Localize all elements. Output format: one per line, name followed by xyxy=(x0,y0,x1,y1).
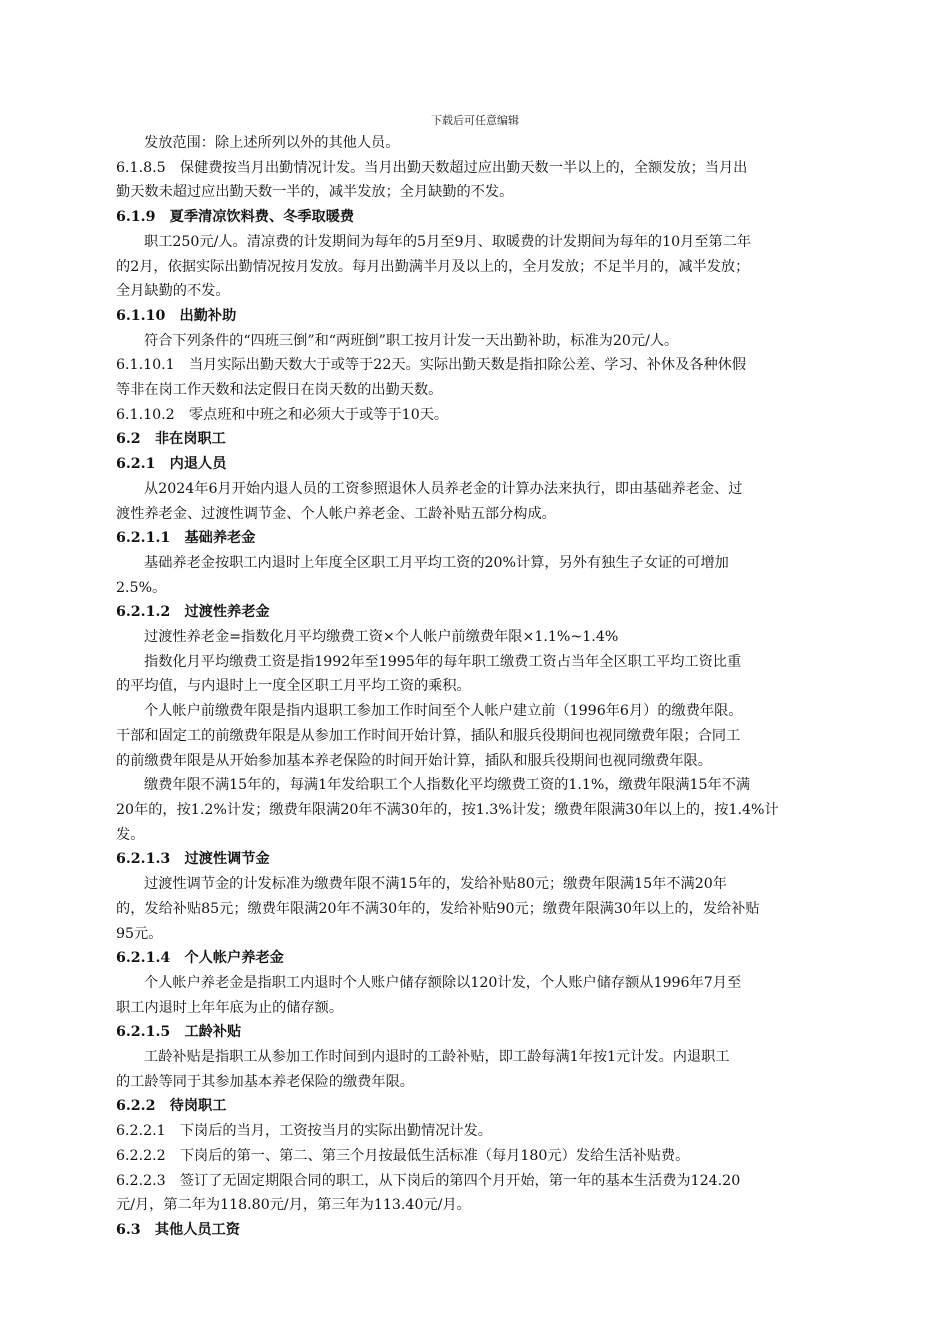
paragraph-line: 6.2.2.1 下岗后的当月，工资按当月的实际出勤情况计发。 xyxy=(116,1123,492,1140)
paragraph-line: 从2024年6月开始内退人员的工资参照退休人员养老金的计算办法来执行，即由基础养老金、过 xyxy=(144,480,743,497)
section-heading: 6.2.2 待岗职工 xyxy=(116,1098,227,1115)
paragraph-line: 工龄补贴是指职工从参加工作时间到内退时的工龄补贴，即工龄每满1年按1元计发。内退职工 xyxy=(144,1049,730,1066)
paragraph-line: 发放范围：除上述所列以外的其他人员。 xyxy=(144,135,400,151)
paragraph-line: 的，发给补贴85元；缴费年限满20年不满30年的，发给补贴90元；缴费年限满30年以上的，发给补贴 xyxy=(116,900,760,917)
paragraph-line: 6.1.10.1 当月实际出勤天数大于或等于22天。实际出勤天数是指扣除公差、学习、补休及各种休假 xyxy=(116,357,747,374)
paragraph-line: 个人帐户养老金是指职工内退时个人账户储存额除以120计发，个人账户储存额从1996年7月至 xyxy=(144,974,742,991)
paragraph-line: 6.2.2.3 签订了无固定期限合同的职工，从下岗后的第四个月开始，第一年的基本生活费为124.20 xyxy=(116,1172,741,1189)
paragraph-line: 的2月，依据实际出勤情况按月发放。每月出勤满半月及以上的，全月发放；不足半月的，减半发放； xyxy=(116,258,750,275)
section-heading: 6.2.1.4 个人帐户养老金 xyxy=(116,950,284,967)
paragraph-line: 元/月，第二年为118.80元/月，第三年为113.40元/月。 xyxy=(116,1197,471,1214)
paragraph-line: 职工250元/人。清凉费的计发期间为每年的5月至9月、取暖费的计发期间为每年的10月至第二年 xyxy=(144,233,752,250)
section-heading: 6.2.1.5 工龄补贴 xyxy=(116,1024,242,1041)
header-note: 下载后可任意编辑 xyxy=(431,114,519,127)
section-heading: 6.2.1.3 过渡性调节金 xyxy=(116,851,270,868)
paragraph-line: 过渡性调节金的计发标准为缴费年限不满15年的，发给补贴80元；缴费年限满15年不满20年 xyxy=(144,876,727,893)
paragraph-line: 20年的，按1.2%计发；缴费年限满20年不满30年的，按1.3%计发；缴费年限满30年以上的，按1.4%计 xyxy=(116,801,779,818)
section-heading: 6.3 其他人员工资 xyxy=(116,1221,240,1238)
paragraph-line: 个人帐户前缴费年限是指内退职工参加工作时间至个人帐户建立前（1996年6月）的缴费年限。 xyxy=(144,703,743,720)
paragraph-line: 发。 xyxy=(116,826,145,843)
paragraph-line: 职工内退时上年年底为止的储存额。 xyxy=(116,999,344,1016)
paragraph-line: 指数化月平均缴费工资是指1992年至1995年的每年职工缴费工资占当年全区职工平均工资比重 xyxy=(144,653,742,670)
paragraph-line: 渡性养老金、过渡性调节金、个人帐户养老金、工龄补贴五部分构成。 xyxy=(116,505,556,522)
paragraph-line: 的工龄等同于其参加基本养老保险的缴费年限。 xyxy=(116,1073,414,1090)
paragraph-line: 的平均值，与内退时上一度全区职工月平均工资的乘积。 xyxy=(116,678,471,695)
paragraph-line: 基础养老金按职工内退时上年度全区职工月平均工资的20%计算，另外有独生子女证的可增加 xyxy=(144,554,729,571)
paragraph-line: 6.2.2.2 下岗后的第一、第二、第三个月按最低生活标准（每月180元）发给生活补贴费。 xyxy=(116,1147,690,1164)
section-heading: 6.2.1.2 过渡性养老金 xyxy=(116,604,270,621)
paragraph-line: 勤天数未超过应出勤天数一半的，减半发放；全月缺勤的不发。 xyxy=(116,184,514,201)
paragraph-line: 6.1.8.5 保健费按当月出勤情况计发。当月出勤天数超过应出勤天数一半以上的，全额发放；当月出 xyxy=(116,159,748,176)
paragraph-line: 缴费年限不满15年的，每满1年发给职工个人指数化平均缴费工资的1.1%，缴费年限满15年不满 xyxy=(144,777,751,794)
section-heading: 6.1.10 出勤补助 xyxy=(116,307,237,324)
paragraph-line: 2.5%。 xyxy=(116,579,167,596)
paragraph-line: 全月缺勤的不发。 xyxy=(116,283,230,300)
paragraph-line: 等非在岗工作天数和法定假日在岗天数的出勤天数。 xyxy=(116,382,443,399)
section-heading: 6.2.1.1 基础养老金 xyxy=(116,530,256,547)
section-heading: 6.2.1 内退人员 xyxy=(116,456,227,473)
section-heading: 6.2 非在岗职工 xyxy=(116,431,226,448)
section-heading: 6.1.9 夏季清凉饮料费、冬季取暖费 xyxy=(116,209,355,226)
document-body xyxy=(116,131,860,1243)
paragraph-line: 95元。 xyxy=(116,925,163,942)
paragraph-line: 的前缴费年限是从开始参加基本养老保险的时间开始计算，插队和服兵役期间也视同缴费年限。 xyxy=(116,752,712,769)
paragraph-line: 过渡性养老金=指数化月平均缴费工资×个人帐户前缴费年限×1.1%~1.4% xyxy=(144,629,619,646)
paragraph-line: 符合下列条件的“四班三倒”和“两班倒”职工按月计发一天出勤补助，标准为20元/人。 xyxy=(144,332,679,349)
paragraph-line: 6.1.10.2 零点班和中班之和必须大于或等于10天。 xyxy=(116,406,449,423)
paragraph-line: 干部和固定工的前缴费年限是从参加工作时间开始计算，插队和服兵役期间也视同缴费年限；合同工 xyxy=(116,727,741,744)
